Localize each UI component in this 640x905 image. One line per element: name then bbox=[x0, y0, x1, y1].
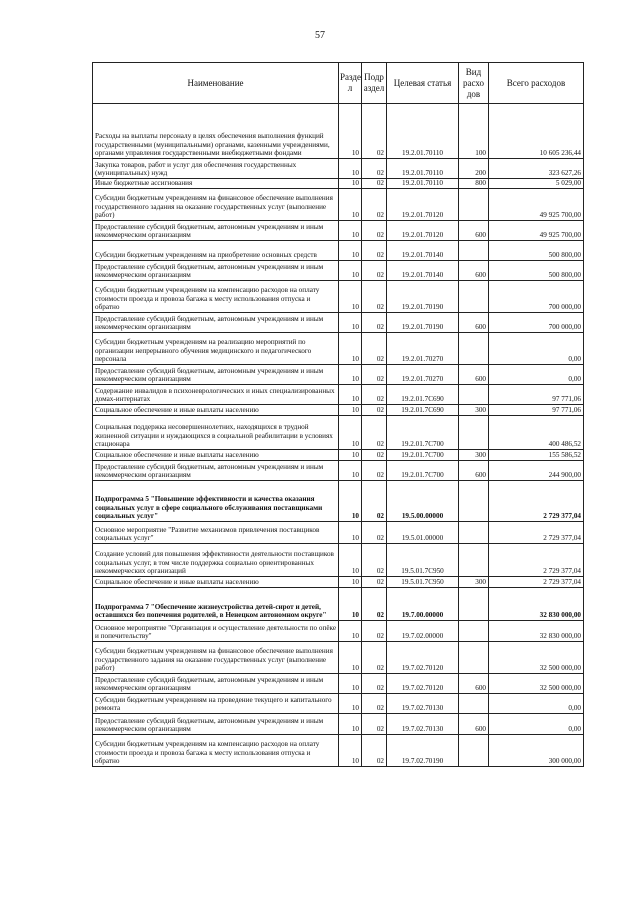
table-row bbox=[93, 481, 584, 522]
header-podrazdel: Подр аздел bbox=[362, 63, 387, 104]
cell-vid: 600 bbox=[459, 461, 489, 481]
table-row bbox=[93, 642, 584, 674]
cell-podrazdel: 02 bbox=[362, 261, 387, 281]
table-row bbox=[93, 159, 584, 179]
table-row bbox=[93, 385, 584, 405]
table-row bbox=[93, 365, 584, 385]
cell-podrazdel: 02 bbox=[362, 333, 387, 365]
cell-podrazdel: 02 bbox=[362, 714, 387, 735]
cell-razdel: 10 bbox=[339, 104, 362, 159]
table-row bbox=[93, 261, 584, 281]
cell-razdel: 10 bbox=[339, 313, 362, 333]
cell-target: 19.2.01.70270 bbox=[387, 333, 459, 365]
cell-target: 19.2.01.70110 bbox=[387, 159, 459, 179]
cell-podrazdel: 02 bbox=[362, 313, 387, 333]
cell-vid: 600 bbox=[459, 714, 489, 735]
cell-total: 500 800,00 bbox=[489, 261, 584, 281]
cell-podrazdel: 02 bbox=[362, 365, 387, 385]
cell-target: 19.2.01.70110 bbox=[387, 104, 459, 159]
cell-total: 5 029,00 bbox=[489, 179, 584, 189]
table-row bbox=[93, 104, 584, 159]
cell-target: 19.7.00.00000 bbox=[387, 588, 459, 621]
cell-vid bbox=[459, 241, 489, 261]
cell-razdel: 10 bbox=[339, 694, 362, 714]
page-number: 57 bbox=[315, 30, 325, 41]
cell-target: 19.7.02.70120 bbox=[387, 642, 459, 674]
cell-total: 32 830 000,00 bbox=[489, 588, 584, 621]
cell-razdel: 10 bbox=[339, 365, 362, 385]
cell-total: 155 586,52 bbox=[489, 450, 584, 461]
cell-total: 2 729 377,04 bbox=[489, 577, 584, 588]
cell-vid bbox=[459, 642, 489, 674]
cell-podrazdel: 02 bbox=[362, 642, 387, 674]
cell-name: Расходы на выплаты персоналу в целях обеспечения выполнения функций государственными (муниципальными) органами, казенными учреждениями, органами управления государственными внебюджетными фондами bbox=[93, 104, 339, 159]
cell-name: Предоставление субсидий бюджетным, автономным учреждениям и иным некоммерческим организациям bbox=[93, 261, 339, 281]
cell-target: 19.2.01.7С690 bbox=[387, 385, 459, 405]
cell-razdel: 10 bbox=[339, 544, 362, 577]
table-row bbox=[93, 522, 584, 544]
cell-name: Субсидии бюджетным учреждениям на реализацию мероприятий по организации непрерывного обучения медицинского и педагогического персонала bbox=[93, 333, 339, 365]
cell-target: 19.7.02.70130 bbox=[387, 694, 459, 714]
cell-vid: 300 bbox=[459, 450, 489, 461]
cell-name: Предоставление субсидий бюджетным, автономным учреждениям и иным некоммерческим организациям bbox=[93, 313, 339, 333]
header-razdel: Разде л bbox=[339, 63, 362, 104]
cell-vid bbox=[459, 544, 489, 577]
cell-vid: 200 bbox=[459, 159, 489, 179]
cell-name: Иные бюджетные ассигнования bbox=[93, 179, 339, 189]
cell-total: 32 830 000,00 bbox=[489, 621, 584, 642]
cell-name: Предоставление субсидий бюджетным, автономным учреждениям и иным некоммерческим организациям bbox=[93, 461, 339, 481]
cell-name: Закупка товаров, работ и услуг для обеспечения государственных (муниципальных) нужд bbox=[93, 159, 339, 179]
cell-vid bbox=[459, 281, 489, 313]
cell-vid: 600 bbox=[459, 261, 489, 281]
cell-name: Социальное обеспечение и иные выплаты населению bbox=[93, 450, 339, 461]
cell-total: 2 729 377,04 bbox=[489, 522, 584, 544]
cell-vid: 100 bbox=[459, 104, 489, 159]
cell-total: 0,00 bbox=[489, 694, 584, 714]
cell-vid bbox=[459, 621, 489, 642]
cell-vid bbox=[459, 481, 489, 522]
cell-razdel: 10 bbox=[339, 714, 362, 735]
cell-razdel: 10 bbox=[339, 735, 362, 767]
cell-podrazdel: 02 bbox=[362, 159, 387, 179]
cell-razdel: 10 bbox=[339, 577, 362, 588]
cell-name: Основное мероприятие "Развитие механизмов привлечения поставщиков социальных услуг" bbox=[93, 522, 339, 544]
cell-target: 19.2.01.7С690 bbox=[387, 405, 459, 416]
cell-total: 0,00 bbox=[489, 333, 584, 365]
cell-podrazdel: 02 bbox=[362, 522, 387, 544]
cell-total: 500 800,00 bbox=[489, 241, 584, 261]
cell-razdel: 10 bbox=[339, 450, 362, 461]
cell-razdel: 10 bbox=[339, 189, 362, 221]
cell-target: 19.2.01.70120 bbox=[387, 221, 459, 241]
cell-target: 19.2.01.70140 bbox=[387, 241, 459, 261]
cell-name: Предоставление субсидий бюджетным, автономным учреждениям и иным некоммерческим организациям bbox=[93, 674, 339, 694]
cell-podrazdel: 02 bbox=[362, 179, 387, 189]
table-row bbox=[93, 674, 584, 694]
cell-target: 19.5.01.7С950 bbox=[387, 577, 459, 588]
table-row bbox=[93, 450, 584, 461]
cell-vid bbox=[459, 694, 489, 714]
cell-vid: 600 bbox=[459, 313, 489, 333]
cell-razdel: 10 bbox=[339, 674, 362, 694]
table-row bbox=[93, 461, 584, 481]
cell-razdel: 10 bbox=[339, 241, 362, 261]
cell-vid: 600 bbox=[459, 674, 489, 694]
cell-target: 19.2.01.7С700 bbox=[387, 450, 459, 461]
header-vid: Вид расхо дов bbox=[459, 63, 489, 104]
cell-total: 400 486,52 bbox=[489, 416, 584, 450]
cell-target: 19.5.00.00000 bbox=[387, 481, 459, 522]
cell-name: Подпрограмма 5 "Повышение эффективности и качества оказания социальных услуг в сфере социального обслуживания поставщиками социальных услуг" bbox=[93, 481, 339, 522]
cell-target: 19.2.01.70110 bbox=[387, 179, 459, 189]
cell-vid: 300 bbox=[459, 577, 489, 588]
cell-razdel: 10 bbox=[339, 405, 362, 416]
cell-total: 300 000,00 bbox=[489, 735, 584, 767]
cell-target: 19.2.01.70270 bbox=[387, 365, 459, 385]
cell-target: 19.2.01.7С700 bbox=[387, 416, 459, 450]
table-row bbox=[93, 714, 584, 735]
table-row bbox=[93, 621, 584, 642]
cell-name: Субсидии бюджетным учреждениям на приобретение основных средств bbox=[93, 241, 339, 261]
cell-total: 700 000,00 bbox=[489, 281, 584, 313]
cell-podrazdel: 02 bbox=[362, 735, 387, 767]
cell-name: Субсидии бюджетным учреждениям на финансовое обеспечение выполнения государственного задания на оказание государственных услуг (выполнение работ) bbox=[93, 189, 339, 221]
table-row bbox=[93, 221, 584, 241]
table-row bbox=[93, 588, 584, 621]
table-row bbox=[93, 694, 584, 714]
cell-razdel: 10 bbox=[339, 522, 362, 544]
cell-razdel: 10 bbox=[339, 221, 362, 241]
cell-podrazdel: 02 bbox=[362, 577, 387, 588]
cell-vid bbox=[459, 416, 489, 450]
cell-razdel: 10 bbox=[339, 159, 362, 179]
table-row bbox=[93, 179, 584, 189]
cell-total: 97 771,06 bbox=[489, 385, 584, 405]
cell-podrazdel: 02 bbox=[362, 621, 387, 642]
cell-total: 97 771,06 bbox=[489, 405, 584, 416]
cell-target: 19.5.01.7С950 bbox=[387, 544, 459, 577]
cell-target: 19.7.02.70120 bbox=[387, 674, 459, 694]
cell-podrazdel: 02 bbox=[362, 189, 387, 221]
cell-vid bbox=[459, 333, 489, 365]
table-body bbox=[93, 104, 584, 767]
cell-vid bbox=[459, 189, 489, 221]
cell-total: 49 925 700,00 bbox=[489, 221, 584, 241]
cell-name: Предоставление субсидий бюджетным, автономным учреждениям и иным некоммерческим организациям bbox=[93, 221, 339, 241]
cell-total: 244 900,00 bbox=[489, 461, 584, 481]
cell-podrazdel: 02 bbox=[362, 241, 387, 261]
cell-total: 323 627,26 bbox=[489, 159, 584, 179]
cell-total: 32 500 000,00 bbox=[489, 674, 584, 694]
table-row bbox=[93, 189, 584, 221]
table-header-row bbox=[93, 63, 584, 104]
cell-podrazdel: 02 bbox=[362, 481, 387, 522]
cell-podrazdel: 02 bbox=[362, 385, 387, 405]
cell-target: 19.7.02.00000 bbox=[387, 621, 459, 642]
cell-target: 19.7.02.70190 bbox=[387, 735, 459, 767]
cell-total: 0,00 bbox=[489, 714, 584, 735]
cell-podrazdel: 02 bbox=[362, 281, 387, 313]
header-total: Всего расходов bbox=[489, 63, 584, 104]
table-row bbox=[93, 577, 584, 588]
cell-name: Создание условий для повышения эффективности деятельности поставщиков социальных услуг, в том числе поддержка социально ориентированных некоммерческих организаций bbox=[93, 544, 339, 577]
cell-podrazdel: 02 bbox=[362, 694, 387, 714]
cell-target: 19.2.01.70120 bbox=[387, 189, 459, 221]
table-row bbox=[93, 241, 584, 261]
table-row bbox=[93, 544, 584, 577]
cell-target: 19.2.01.70190 bbox=[387, 313, 459, 333]
cell-podrazdel: 02 bbox=[362, 588, 387, 621]
cell-name: Субсидии бюджетным учреждениям на проведение текущего и капитального ремонта bbox=[93, 694, 339, 714]
cell-total: 700 000,00 bbox=[489, 313, 584, 333]
table-row bbox=[93, 416, 584, 450]
table-row bbox=[93, 333, 584, 365]
cell-total: 32 500 000,00 bbox=[489, 642, 584, 674]
cell-razdel: 10 bbox=[339, 481, 362, 522]
cell-target: 19.2.01.70140 bbox=[387, 261, 459, 281]
cell-razdel: 10 bbox=[339, 416, 362, 450]
cell-name: Предоставление субсидий бюджетным, автономным учреждениям и иным некоммерческим организациям bbox=[93, 714, 339, 735]
cell-vid: 600 bbox=[459, 221, 489, 241]
cell-name: Предоставление субсидий бюджетным, автономным учреждениям и иным некоммерческим организациям bbox=[93, 365, 339, 385]
cell-podrazdel: 02 bbox=[362, 450, 387, 461]
cell-podrazdel: 02 bbox=[362, 104, 387, 159]
cell-razdel: 10 bbox=[339, 333, 362, 365]
header-name: Наименование bbox=[93, 63, 339, 104]
cell-name: Основное мероприятие "Организация и осуществление деятельности по опёке и попечительству" bbox=[93, 621, 339, 642]
cell-name: Субсидии бюджетным учреждениям на компенсацию расходов на оплату стоимости проезда и провоза багажа к месту использования отпуска и обратно bbox=[93, 281, 339, 313]
cell-razdel: 10 bbox=[339, 642, 362, 674]
header-target: Целевая статья bbox=[387, 63, 459, 104]
cell-podrazdel: 02 bbox=[362, 416, 387, 450]
table-row bbox=[93, 313, 584, 333]
cell-name: Социальная поддержка несовершеннолетних, находящихся в трудной жизненной ситуации и нуждающихся в социальной реабилитации в условиях стационара bbox=[93, 416, 339, 450]
cell-razdel: 10 bbox=[339, 281, 362, 313]
cell-name: Социальное обеспечение и иные выплаты населению bbox=[93, 577, 339, 588]
cell-vid bbox=[459, 385, 489, 405]
cell-vid bbox=[459, 735, 489, 767]
cell-podrazdel: 02 bbox=[362, 461, 387, 481]
table-row bbox=[93, 281, 584, 313]
cell-total: 2 729 377,04 bbox=[489, 544, 584, 577]
cell-name: Социальное обеспечение и иные выплаты населению bbox=[93, 405, 339, 416]
cell-vid bbox=[459, 588, 489, 621]
cell-razdel: 10 bbox=[339, 461, 362, 481]
cell-razdel: 10 bbox=[339, 588, 362, 621]
cell-vid: 800 bbox=[459, 179, 489, 189]
cell-total: 10 605 236,44 bbox=[489, 104, 584, 159]
cell-razdel: 10 bbox=[339, 179, 362, 189]
cell-podrazdel: 02 bbox=[362, 544, 387, 577]
cell-total: 49 925 700,00 bbox=[489, 189, 584, 221]
cell-razdel: 10 bbox=[339, 621, 362, 642]
cell-razdel: 10 bbox=[339, 385, 362, 405]
cell-total: 0,00 bbox=[489, 365, 584, 385]
cell-podrazdel: 02 bbox=[362, 221, 387, 241]
cell-name: Подпрограмма 7 "Обеспечение жизнеустройства детей-сирот и детей, оставшихся без попечения родителей, в Ненецком автономном округе" bbox=[93, 588, 339, 621]
cell-name: Содержание инвалидов в психоневрологических и иных специализированных домах-интернатах bbox=[93, 385, 339, 405]
cell-name: Субсидии бюджетным учреждениям на финансовое обеспечение выполнения государственного задания на оказание государственных услуг (выполнение работ) bbox=[93, 642, 339, 674]
cell-razdel: 10 bbox=[339, 261, 362, 281]
cell-vid: 300 bbox=[459, 405, 489, 416]
cell-podrazdel: 02 bbox=[362, 674, 387, 694]
cell-target: 19.5.01.00000 bbox=[387, 522, 459, 544]
expenses-table bbox=[92, 62, 584, 767]
table-row bbox=[93, 405, 584, 416]
cell-vid: 600 bbox=[459, 365, 489, 385]
cell-name: Субсидии бюджетным учреждениям на компенсацию расходов на оплату стоимости проезда и провоза багажа к месту использования отпуска и обратно bbox=[93, 735, 339, 767]
cell-target: 19.2.01.7С700 bbox=[387, 461, 459, 481]
cell-target: 19.7.02.70130 bbox=[387, 714, 459, 735]
cell-vid bbox=[459, 522, 489, 544]
table-row bbox=[93, 735, 584, 767]
cell-podrazdel: 02 bbox=[362, 405, 387, 416]
cell-total: 2 729 377,04 bbox=[489, 481, 584, 522]
cell-target: 19.2.01.70190 bbox=[387, 281, 459, 313]
